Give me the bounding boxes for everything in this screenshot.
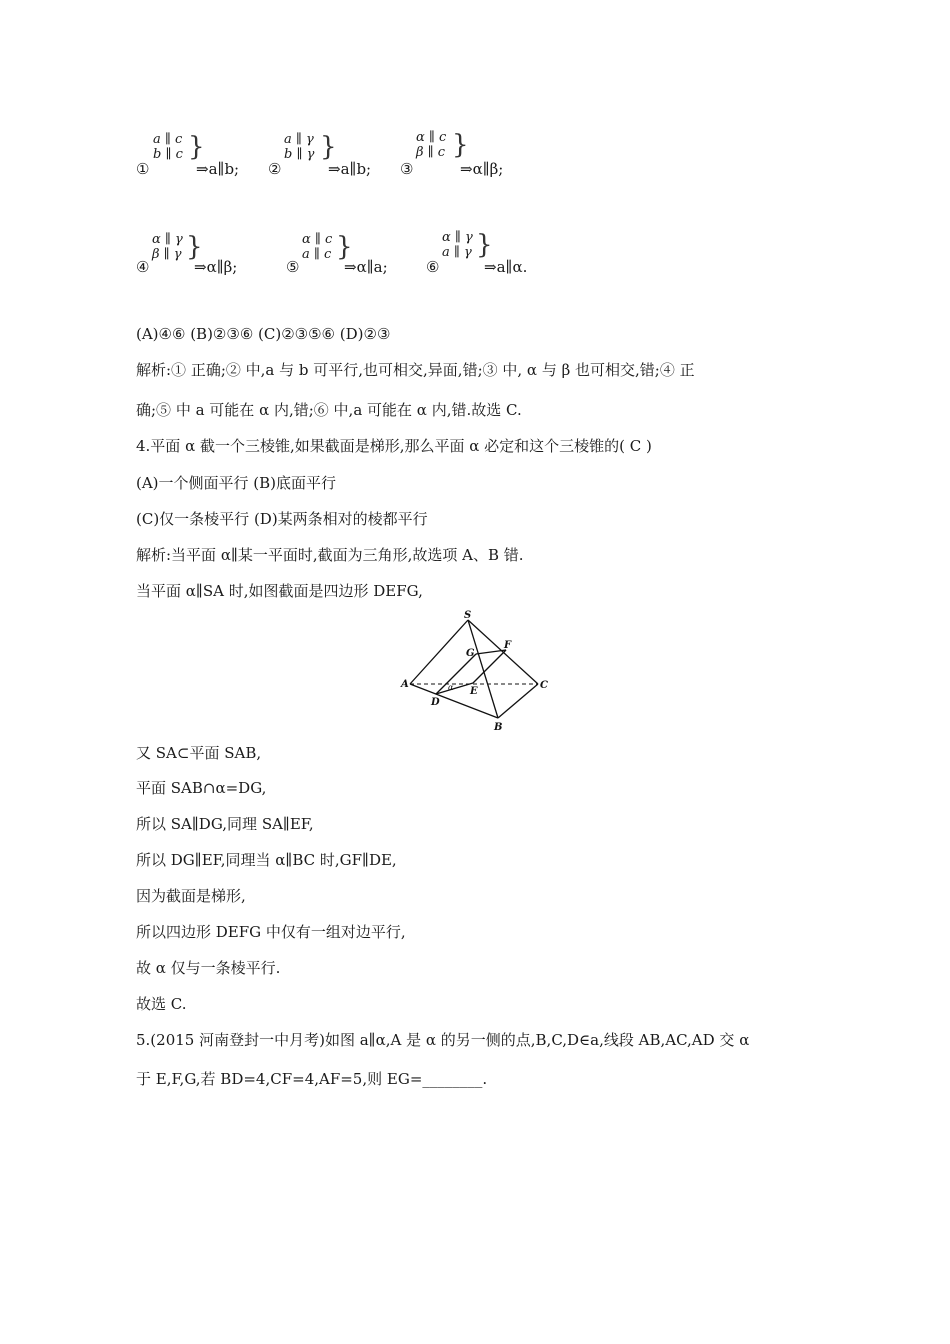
label-B: B	[494, 722, 503, 733]
q3-analysis-line-1: 解析:① 正确;② 中,a 与 b 可平行,也可相交,异面,错;③ 中, α 与 β 也可相交,错;④ 正	[136, 361, 695, 379]
premise-number: ②	[268, 160, 282, 178]
q4-proof-line: 故选 C.	[136, 995, 187, 1013]
premise-result: ⇒a∥b;	[196, 160, 240, 178]
brace-symbol: }	[320, 132, 337, 162]
edge-SB	[468, 620, 498, 718]
segment-EF	[473, 650, 506, 683]
brace-symbol: }	[452, 130, 469, 160]
q3-options: (A)④⑥ (B)②③⑥ (C)②③⑤⑥ (D)②③	[136, 325, 391, 343]
brace-symbol: }	[186, 232, 203, 262]
q5-line-2: 于 E,F,G,若 BD=4,CF=4,AF=5,则 EG=________.	[136, 1070, 488, 1088]
q4-proof-line: 故 α 仅与一条棱平行.	[136, 959, 281, 977]
premise-conditions: α ∥ γ β ∥ γ	[152, 232, 183, 262]
q4-proof-line: 所以 SA∥DG,同理 SA∥EF,	[136, 815, 314, 833]
brace-symbol: }	[188, 132, 205, 162]
edge-BC	[498, 684, 538, 718]
q4-proof-line: 所以 DG∥EF,同理当 α∥BC 时,GF∥DE,	[136, 851, 397, 869]
premise-result: ⇒a∥b;	[328, 160, 372, 178]
premise-result: ⇒α∥β;	[460, 160, 504, 178]
brace-symbol: }	[476, 230, 493, 260]
q4-proof-line: 又 SA⊂平面 SAB,	[136, 744, 262, 762]
premise-number: ⑥	[426, 258, 440, 276]
q4-proof-line: 平面 SAB∩α=DG,	[136, 779, 267, 797]
q4-analysis-line-1: 解析:当平面 α∥某一平面时,截面为三角形,故选项 A、B 错.	[136, 546, 524, 564]
q4-stem: 4.平面 α 截一个三棱锥,如果截面是梯形,那么平面 α 必定和这个三棱锥的( C )	[136, 437, 652, 455]
premise-number: ④	[136, 258, 150, 276]
premise-conditions: α ∥ c β ∥ c	[416, 130, 447, 160]
premise-conditions: α ∥ c a ∥ c	[302, 232, 333, 262]
edge-SC	[468, 620, 538, 684]
q5-line-1: 5.(2015 河南登封一中月考)如图 a∥α,A 是 α 的另一侧的点,B,C,D∈a,线段 AB,AC,AD 交 α	[136, 1031, 750, 1049]
brace-symbol: }	[336, 232, 353, 262]
premise-result: ⇒a∥α.	[484, 258, 528, 276]
premise-conditions: a ∥ c b ∥ c	[153, 132, 183, 162]
q3-analysis-line-2: 确;⑤ 中 a 可能在 α 内,错;⑥ 中,a 可能在 α 内,错.故选 C.	[136, 401, 522, 419]
q4-options-cd: (C)仅一条棱平行 (D)某两条相对的棱都平行	[136, 510, 428, 528]
premise-number: ③	[400, 160, 414, 178]
label-S: S	[464, 610, 472, 621]
premise-conditions: α ∥ γ a ∥ γ	[442, 230, 473, 260]
q4-options-ab: (A)一个侧面平行 (B)底面平行	[136, 474, 337, 492]
label-E: E	[470, 686, 478, 697]
label-D: D	[431, 697, 440, 708]
label-A: A	[401, 679, 409, 690]
pyramid-figure	[398, 610, 558, 736]
q4-proof-line: 所以四边形 DEFG 中仅有一组对边平行,	[136, 923, 406, 941]
q4-analysis-line-2: 当平面 α∥SA 时,如图截面是四边形 DEFG,	[136, 582, 423, 600]
label-C: C	[540, 680, 548, 691]
label-F: F	[504, 640, 512, 651]
premise-result: ⇒α∥a;	[344, 258, 388, 276]
segment-GF	[476, 650, 506, 654]
label-G: G	[466, 648, 475, 659]
edge-SA	[410, 620, 468, 684]
premise-conditions: a ∥ γ b ∥ γ	[284, 132, 315, 162]
label-alpha: α	[448, 683, 454, 692]
premise-result: ⇒α∥β;	[194, 258, 238, 276]
premise-number: ①	[136, 160, 150, 178]
premise-number: ⑤	[286, 258, 300, 276]
q4-proof-line: 因为截面是梯形,	[136, 887, 246, 905]
